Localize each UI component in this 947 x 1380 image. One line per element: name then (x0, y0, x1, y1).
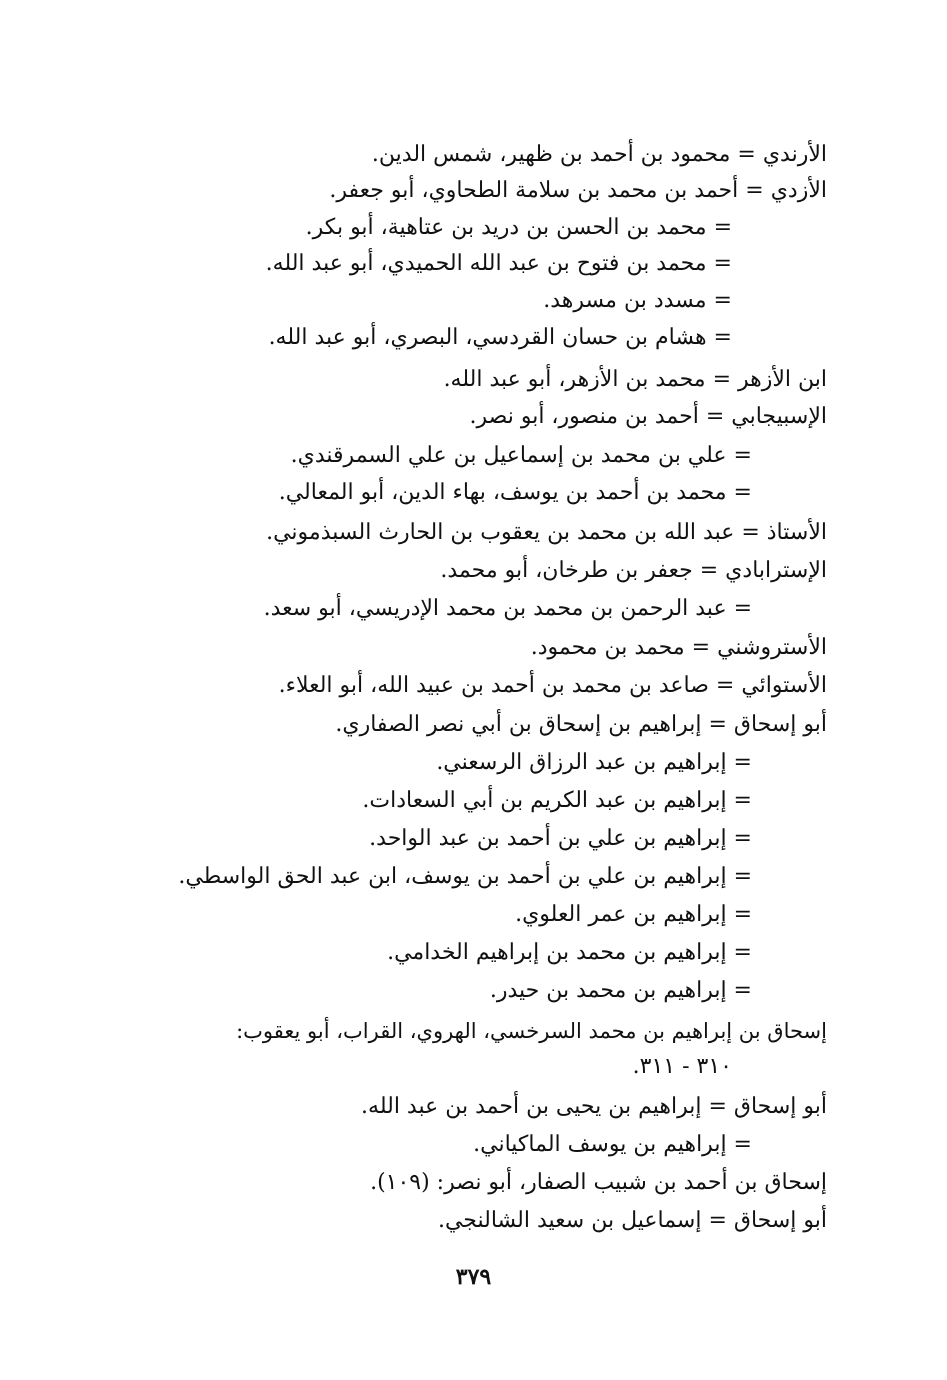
index-entry: إسحاق بن إبراهيم بن محمد السرخسي، الهروي، القراب، أبو يعقوب: (236, 1019, 827, 1043)
index-entry: الأستاذ = عبد الله بن محمد بن يعقوب بن الحارث السبذموني. (266, 520, 827, 545)
index-entry-sub: = إبراهيم بن علي بن أحمد بن يوسف، ابن عبد الحق الواسطي. (178, 864, 752, 889)
index-entry-sub: = محمد بن أحمد بن يوسف، بهاء الدين، أبو المعالي. (278, 480, 752, 505)
index-entry: الإسبيجابي = أحمد بن منصور، أبو نصر. (469, 404, 827, 429)
index-entry: أبو إسحاق = إبراهيم بن يحيى بن أحمد بن عبد الله. (361, 1094, 827, 1119)
index-entry-sub: = إبراهيم بن عمر العلوي. (515, 902, 752, 927)
index-entry-sub: = إبراهيم بن عبد الكريم بن أبي السعادات. (362, 788, 752, 813)
index-entry: إسحاق بن أحمد بن شبيب الصفار، أبو نصر: (١٠٩). (370, 1170, 827, 1195)
index-entry: الأستوائي = صاعد بن محمد بن أحمد بن عبيد الله، أبو العلاء. (278, 673, 827, 698)
index-entry: الإسترابادي = جعفر بن طرخان، أبو محمد. (440, 558, 827, 583)
index-entry: الأرندي = محمود بن أحمد بن ظهير، شمس الدين. (371, 142, 827, 167)
index-entry-sub: = إبراهيم بن يوسف الماكياني. (473, 1132, 752, 1157)
index-entry-pages: ٣١٠ - ٣١١. (632, 1054, 732, 1079)
index-entry-sub: = مسدد بن مسرهد. (543, 288, 732, 313)
index-entry-sub: = إبراهيم بن محمد بن حيدر. (489, 978, 752, 1003)
page-number: ٣٧٩ (455, 1264, 492, 1290)
index-entry: ابن الأزهر = محمد بن الأزهر، أبو عبد الله. (443, 367, 827, 392)
index-entry: الأستروشني = محمد بن محمود. (530, 635, 827, 660)
index-entry-sub: = إبراهيم بن عبد الرزاق الرسعني. (436, 750, 752, 775)
index-entry-sub: = هشام بن حسان القردسي، البصري، أبو عبد الله. (268, 325, 732, 350)
index-entry-sub: = محمد بن الحسن بن دريد بن عتاهية، أبو بكر. (305, 215, 732, 240)
index-entry: الأزدي = أحمد بن محمد بن سلامة الطحاوي، أبو جعفر. (329, 178, 827, 203)
index-entry-sub: = محمد بن فتوح بن عبد الله الحميدي، أبو عبد الله. (265, 251, 732, 276)
index-entry-sub: = علي بن محمد بن إسماعيل بن علي السمرقندي. (290, 443, 752, 468)
index-entry: أبو إسحاق = إبراهيم بن إسحاق بن أبي نصر الصفاري. (335, 712, 827, 737)
index-entry: أبو إسحاق = إسماعيل بن سعيد الشالنجي. (437, 1208, 827, 1233)
index-entry-sub: = إبراهيم بن علي بن أحمد بن عبد الواحد. (369, 826, 752, 851)
index-entry-sub: = إبراهيم بن محمد بن إبراهيم الخدامي. (387, 940, 752, 965)
index-entry-sub: = عبد الرحمن بن محمد بن محمد الإدريسي، أبو سعد. (263, 596, 752, 621)
